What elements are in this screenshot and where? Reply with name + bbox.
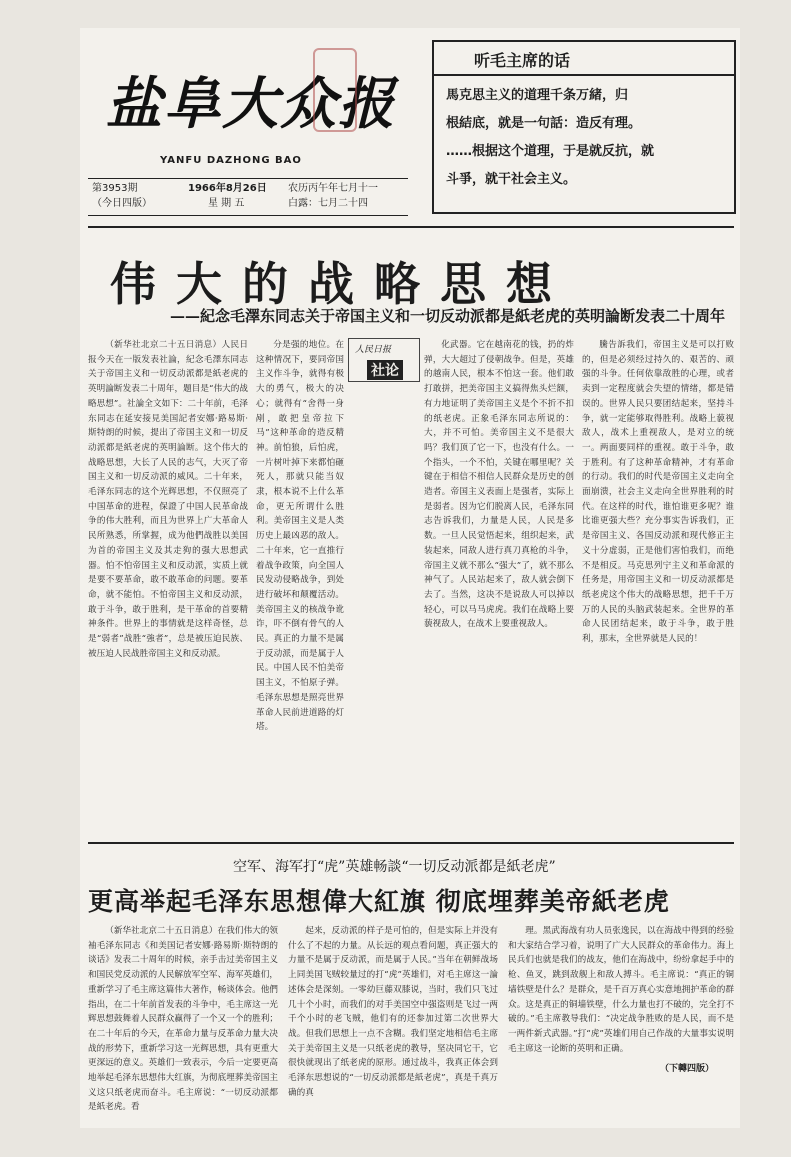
masthead-divider <box>88 226 734 228</box>
editorial-badge <box>348 338 420 382</box>
lead-column-2 <box>256 338 344 832</box>
library-stamp <box>313 48 357 132</box>
lead-column-1 <box>88 338 248 832</box>
lead-column-4 <box>582 338 734 832</box>
second-column-1 <box>88 924 278 1113</box>
second-kicker: 空军、海军打“虎”英雄畅談“一切反动派都是紙老虎” <box>233 859 556 875</box>
lead-column-3-text: 化武器。它在越南花的钱，扔的炸弹，大大超过了侵朝战争。但是，英雄的越南人民，根本不怕这一套。他们敢打敢拼，把美帝国主义搞得焦头烂额，有力地证明了美帝国主义是个不折不扣的纸老虎。正象毛泽东同志所说的：大，并不可怕。美帝国主义不是很大吗？我们顶了它一下，也没有什么。一个指头，一个不怕，关键在哪里呢？关键在于相信不相信人民群众是历史的创造者。帝国主义表面上是强者，实际上是弱者。因为它们脱离人民，毛泽东同志告诉我们，力量是人民，人民是多数。一旦人民觉悟起来，组织起来，武装起来，同敌人进行真刀真枪的斗争，帝国主义就不那么“强大”了，就不那么神气了。人民站起来了，敌人就会倒下去了。当然，这决不是说敌人可以掉以轻心，可以马马虎虎。我们在战略上要藐视敌人，在战术上要重视敌人。 <box>424 340 574 630</box>
lead-headline: 伟大的战略思想 <box>110 257 572 311</box>
quote-text <box>446 82 726 194</box>
issue-date: 1966年8月26日 <box>188 183 267 194</box>
section-divider <box>88 842 734 844</box>
masthead <box>88 40 408 190</box>
second-column-3-text: 理。黑武海战有功人员张逸民，以在海战中得到的经验和大家结合学习着，说明了广大人民群众的革命伟力。海上民兵们也就是我们的战友，他们在海战中，纷纷拿起手中的枪、鱼叉，跳到敌舰上和敌人搏斗。毛主席说：“真正的铜墙铁壁是什么？是群众，是千百万真心实意地拥护革命的群众。这是真正的铜墙铁壁，什么力量也打不破的，完全打不破的。”毛主席教导我们：“决定战争胜败的是人民，而不是一两件新式武器。”打“虎”英雄们用自己作战的大量事实说明毛主席这一论断的英明和正确。 <box>508 926 734 1054</box>
quote-line: ……根据这个道理，于是就反抗，就 <box>446 144 655 159</box>
issue-number: 第3953期 <box>92 183 138 194</box>
quote-line: 馬克思主义的道理千条万緒，归 <box>446 88 629 103</box>
mao-quote-box <box>432 40 736 214</box>
newspaper-pinyin: YANFU DAZHONG BAO <box>160 155 302 166</box>
lunar-date: 农历丙午年七月十一 <box>288 183 378 194</box>
second-column-1-text: （新华社北京二十五日消息）在我们伟大的领袖毛泽东同志《和美国记者安娜·路易斯·斯特朗的谈话》发表二十周年的时候，亲手击过美帝国主义和国民党反动派的人民解放军空军、海军英雄们，重新学习了毛主席这篇伟大著作，畅谈体会。他們指出，在二十年前首发表的斗争中，毛主席这一光辉思想鼓舞着人民群众赢得了一个又一个的胜利；在二十年后的今天，在革命力量与反革命力量大决战的形势下，重新学习这一光辉思想，具有更重大更深远的意义。英雄们一致表示，今后一定要更高地举起毛泽东思想伟大红旗，为彻底埋葬美帝国主义这只纸老虎而奋斗。毛主席说：“一切反动派都是紙老虎。看 <box>88 926 278 1113</box>
issue-pages: （今日四版） <box>92 198 152 209</box>
lead-column-3 <box>424 338 574 832</box>
editorial-badge-label: 社论 <box>367 360 403 380</box>
lead-column-1-text: （新华社北京二十五日消息）人民日报今天在一版发表社論，紀念毛澤东同志关于帝国主义和一切反动派都是紙老虎的英明論断发表二十周年，題目是“伟大的战略思想”。社論全文如下：二十年前，毛泽东同志在延安接見美国記者安娜·路易斯·斯特朗的时候，提出了帝国主义和一切反动派都是紙老虎的英明論断。这个伟大的战略思想，大长了人民的志气，大灭了帝国主义和一切反动派的威风。二十年来，毛泽东同志的这个光辉思想，不仅照亮了中国革命的进程，保證了中国人民革命战争的伟大胜利，而且为世界上广大革命人民所熟悉，所掌握，成为他們战胜以美国为首的帝国主义及其走狗的强大思想武器。怕不怕帝国主义和反动派，实质上就是要不要革命，敢不敢革命的问题。要革命，就不能怕。不怕帝国主义和反动派，敢于斗争，敢于胜利，是干革命的首要精神条件。世界上的事情就是这样奇怪，总是“弱者”战胜“強者”，总是被压迫民族、被压迫人民战胜帝国主义和反动派。 <box>88 340 248 659</box>
quote-heading-bar <box>434 42 734 76</box>
newspaper-title: 盐阜大众报 <box>106 71 396 137</box>
lead-subheadline: ——紀念毛澤东同志关于帝国主义和一切反动派都是紙老虎的英明論断发表二十周年 <box>170 307 726 325</box>
lead-column-4-text: 騰告訴我们，帝国主义是可以打败的，但是必须经过持久的、艰苦的、顽强的斗争。任何依靠敌胜的心理，或者卖到一定程度就会失望的情绪，都是错误的。世界人民只要团结起来，坚持斗争，就一定能够取得胜利。战略上藐视敌人，战术上重视敌人，是对立的统一。两面要同样的重视。敢于斗争，敢于胜利。有了这种革命精神，才有革命的行动。我们的时代是帝国主义走向全面崩溃，社会主义走向全世界胜利的时代。在这样的时代，谁怕谁更多呢？谁比谁更强大些？充分事实告诉我们，正是帝国主义、各国反动派和现代修正主义十分虚弱，正是他们害怕我们，而绝不是相反。马克思列宁主义和革命派的任务是，用帝国主义和一切反动派都是纸老虎这个伟大的战略思想，把千千万万的人民的头脑武装起来。全世界的革命人民团结起来，敢于斗争，敢于胜利，那末，全世界就是人民的！ <box>582 340 734 645</box>
issue-info-row <box>88 178 408 216</box>
second-column-2 <box>288 924 498 1098</box>
second-column-2-text: 起来，反动派的样子是可怕的，但是实际上并没有什么了不起的力量。从长远的观点看问题，真正强大的力量不是属于反动派，而是属于人民。”当年在朝鲜战场上同美国飞贼较量过的打“虎”英雄们，对毛主席这一論述体会是深刻。一零幼巨藤双膝说，当时，我们只飞过几十个小时，而我们的对手美国空中强盗则是飞过一两千个小时的老飞贼，他们有的还参加过第二次世界大战。但我们思想上一点不含糊。我们坚定地相信毛主席关于美帝国主义是一只纸老虎的教导，坚决同它干，它很快就现出了纸老虎的原形。通过战斗，我真正体会到毛泽东思想说的“一切反动派都是紙老虎”，真是千真万确的真 <box>288 926 498 1098</box>
quote-line: 斗爭，就干社会主义。 <box>446 172 577 187</box>
issue-weekday: 星 期 五 <box>208 198 245 209</box>
quote-heading: 听毛主席的话 <box>474 51 571 70</box>
second-column-3 <box>508 924 734 1060</box>
continued-note: （下轉四版） <box>660 1064 715 1074</box>
quote-line: 根結底，就是一句話：造反有理。 <box>446 116 642 131</box>
lead-column-2-text: 分是强的地位。在这种情况下，要同帝国主义作斗争，就得有极大的勇气，极大的决心；就得有“舍得一身剐，敢把皇帝拉下马”这种革命的造反精神。前怕狼，后怕虎，一片树叶掉下来都怕砸死人，那就只能当奴隶，根本说不上什么革命，更无所谓什么胜利。美帝国主义是人类历史上最凶恶的敌人。二十年来，它一直推行着战争政策，向全国人民发动侵略战争，到处进行破坏和颠覆活动。美帝国主义的核战争讹诈，吓不倒有骨气的人民。真正的力量不是属于反动派，而是属于人民。中国人民不怕美帝国主义，不怕原子弹。毛泽东思想是照亮世界革命人民前进道路的灯塔。 <box>256 340 344 733</box>
second-headline: 更高举起毛泽东思想偉大紅旗 彻底埋葬美帝紙老虎 <box>88 887 670 916</box>
editorial-badge-source: 人民日报 <box>355 345 392 355</box>
solar-term: 白露：七月二十四 <box>288 198 368 209</box>
